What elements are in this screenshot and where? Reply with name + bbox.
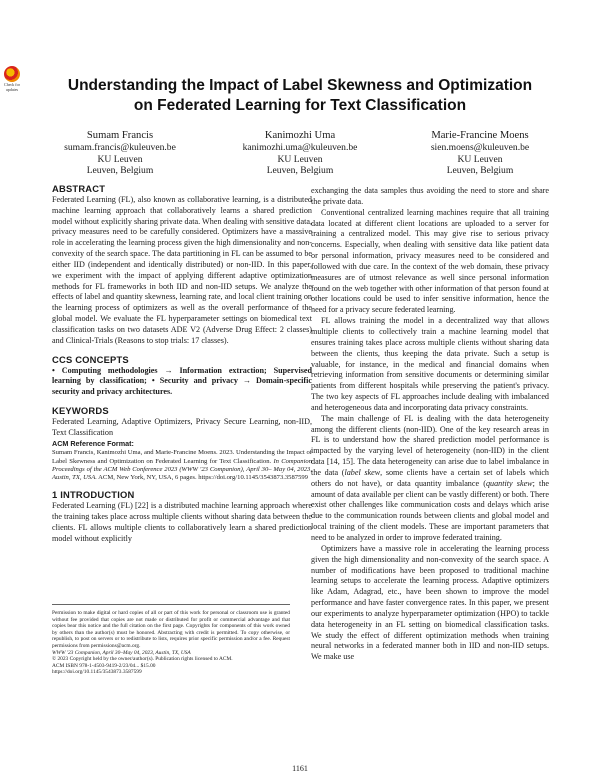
abstract-heading: ABSTRACT xyxy=(52,183,106,194)
page-number: 1161 xyxy=(292,764,308,773)
author-email: sumam.francis@kuleuven.be xyxy=(64,142,176,153)
author-1 xyxy=(30,129,210,177)
intro-paragraph-1: Federated Learning (FL) [22] is a distributed machine learning approach where the training takes place across multiple clients without sharing data between the clients. FL allows multiple clients to collaboratively learn a shared prediction model without explicitly xyxy=(52,501,312,543)
doi-link[interactable]: https://doi.org/10.1145/3543873.3587599 xyxy=(52,669,142,676)
crossmark-icon xyxy=(4,66,20,82)
author-2 xyxy=(210,129,390,177)
author-name: Marie-Francine Moens xyxy=(431,130,529,141)
badge-label: Check for updates xyxy=(4,82,20,92)
label-skew-term: label skew xyxy=(344,467,381,477)
intro-paragraph-4: The main challenge of FL is dealing with the data heterogeneity among the different clients (non-IID). One of the key research areas in FL is to understand how the shared prediction model performance is impacted by the varying level of heterogeneity (non-IID) in the client data [14, 15]. The data heterogeneity can arise due to label imbalance in the data (label skew, some clients have a certain set of labels which others do not have), or data quantity imbalance (quantity skew; the amount of data available per client can be vastly different) or both. There exist other challenges like communication costs and delays which arise due to the communication rounds between clients and global model and local training of the client models. These are important parameters that need to be analyzed in order to improve federated training. xyxy=(311,413,549,542)
author-email: kanimozhi.uma@kuleuven.be xyxy=(242,142,358,153)
acm-ref-authors: Sumam Francis, Kanimozhi Uma, and Marie-Francine Moens. 2023. Understanding the Impact of Label Skewness and Optimization on Federated Learning for Text Classification. xyxy=(52,449,312,465)
author-block xyxy=(30,129,570,177)
intro-paragraph-1-cont: exchanging the data samples thus avoiding the need to store and share the private data. xyxy=(311,186,549,206)
conference-line: WWW '23 Companion, April 30–May 04, 2023, Austin, TX, USA xyxy=(52,649,191,656)
check-for-updates-badge[interactable] xyxy=(2,66,22,96)
permission-footnote xyxy=(52,604,290,676)
author-affiliation: KU Leuven xyxy=(457,153,503,165)
quantity-skew-term: quantity skew xyxy=(485,478,533,488)
keywords-text: Federated Learning, Adaptive Optimizers, Privacy Secure Learning, non-IID, Text Classification xyxy=(52,416,312,437)
acm-ref-venue: In Companion Proceedings of the ACM Web Conference 2023 (WWW '23 Companion), April 30– May 04, 2023, Austin, TX, USA. xyxy=(52,457,312,482)
abstract-text: Federated Learning (FL), also known as collaborative learning, is a distributed machine learning approach that collaboratively learns a shared prediction model without explicitly sharing private data. When dealing with sensitive data, privacy measures need to be carefully considered. Optimizers have a massive role in accelerating the learning process given the high dimensionality and non-convexity of the search space. The data partitioning in FL can be assumed to be either IID (independent and identically distributed) or non-IID. In this paper, we experiment with the impact of applying different adaptive optimization methods for FL frameworks in both IID and non-IID setups. We analyze the effects of label and quantity skewness, learning rate, and local client training on the learning process of optimizers as well as the overall performance of the global model. We evaluate the FL hyperparameter settings on biomedical text classification tasks on two datasets ADE V2 (Adverse Drug Effect: 2 classes) and Clinical-Trials (Reasons to stop trials: 17 classes). xyxy=(52,194,312,345)
author-location: Leuven, Belgium xyxy=(266,165,334,176)
author-location: Leuven, Belgium xyxy=(86,165,154,176)
intro-paragraph-2: Conventional centralized learning machines require that all training data located at different client locations are uploaded to a server for training a centralized model. This may give rise to serious privacy concerns. Especially, when dealing with sensitive data like patient data or personal information, privacy measures need to be considered and followed with due care. In the context of the web domain, these privacy measures are of utmost relevance as well since personal information found on the web together with other information of that person found at other locations could be used to infer sensitive information, hence the need for a privacy secure federated learning. xyxy=(311,207,549,315)
author-location: Leuven, Belgium xyxy=(446,165,514,176)
author-affiliation: KU Leuven xyxy=(97,153,143,165)
right-column xyxy=(311,186,549,663)
intro-heading: 1 INTRODUCTION xyxy=(52,489,135,501)
keywords-heading: KEYWORDS xyxy=(52,405,109,417)
title-line-1: Understanding the Impact of Label Skewness and Optimization xyxy=(67,77,533,94)
permission-text: Permission to make digital or hard copies of all or part of this work for personal or classroom use is granted without fee provided that copies are not made or distributed for profit or commercial advantage and that copies bear this notice and the full citation on the first page. Copyrights for components of this work owned by others than the author(s) must be honored. Abstracting with credit is permitted. To copy otherwise, or republish, to post on servers or to redistribute to lists, requires prior specific permission and/or a fee. Request permissions from permissions@acm.org. xyxy=(52,610,290,649)
author-3 xyxy=(390,129,570,177)
left-column xyxy=(52,184,312,544)
author-affiliation: KU Leuven xyxy=(277,153,323,165)
author-email: sien.moens@kuleuven.be xyxy=(430,142,530,153)
author-name: Kanimozhi Uma xyxy=(264,130,336,141)
isbn-line: ACM ISBN 978-1-4503-9419-2/23/04... $15.00 xyxy=(52,662,156,669)
acm-ref-heading: ACM Reference Format: xyxy=(52,438,134,448)
paper-title xyxy=(40,76,560,116)
acm-ref-text xyxy=(52,449,312,482)
author-name: Sumam Francis xyxy=(86,130,154,141)
acm-ref-doi[interactable]: ACM, New York, NY, USA, 6 pages. https://doi.org/10.1145/3543873.3587599 xyxy=(98,474,308,482)
ccs-text: • Computing methodologies → Information extraction; Supervised learning by classification; • Security and privacy → Domain-specific security and privacy architectures. xyxy=(52,365,312,397)
copyright-line: © 2023 Copyright held by the owner/author(s). Publication rights licensed to ACM. xyxy=(52,656,233,663)
intro-paragraph-3: FL allows training the model in a decentralized way that allows multiple clients to collectively train a machine learning model that ensures training takes place across multiple clients without sharing data between the clients, thus keeping the data private. Such a setup is valuable, for instance, in the medical and financial domains when retrieving information from sensitive documents or determining similar patients from different hospitals while preserving the patient's privacy. The two key aspects of FL approaches include dealing with imbalanced and heterogeneous data and incorporating data privacy constraints. xyxy=(311,316,549,412)
ccs-heading: CCS CONCEPTS xyxy=(52,353,129,365)
title-line-2: on Federated Learning for Text Classification xyxy=(133,97,467,114)
intro-paragraph-5: Optimizers have a massive role in accelerating the learning process given the high dimensionality and non-convexity of the search space. A number of modifications have been proposed to traditional machine learning setups to accelerate the learning process. Adaptive optimizers like Adam, Adagrad, etc., have been shown to improve the model performance and have faster convergence rates. In this paper, we present our experiments to analyze hyperparameter optimization (HPO) to tackle data heterogeneity in an FL setting on biomedical classification tasks. We study the effect of different optimization methods when training neural networks in a federated manner both in IID and non-IID setups. We make use xyxy=(311,543,549,662)
